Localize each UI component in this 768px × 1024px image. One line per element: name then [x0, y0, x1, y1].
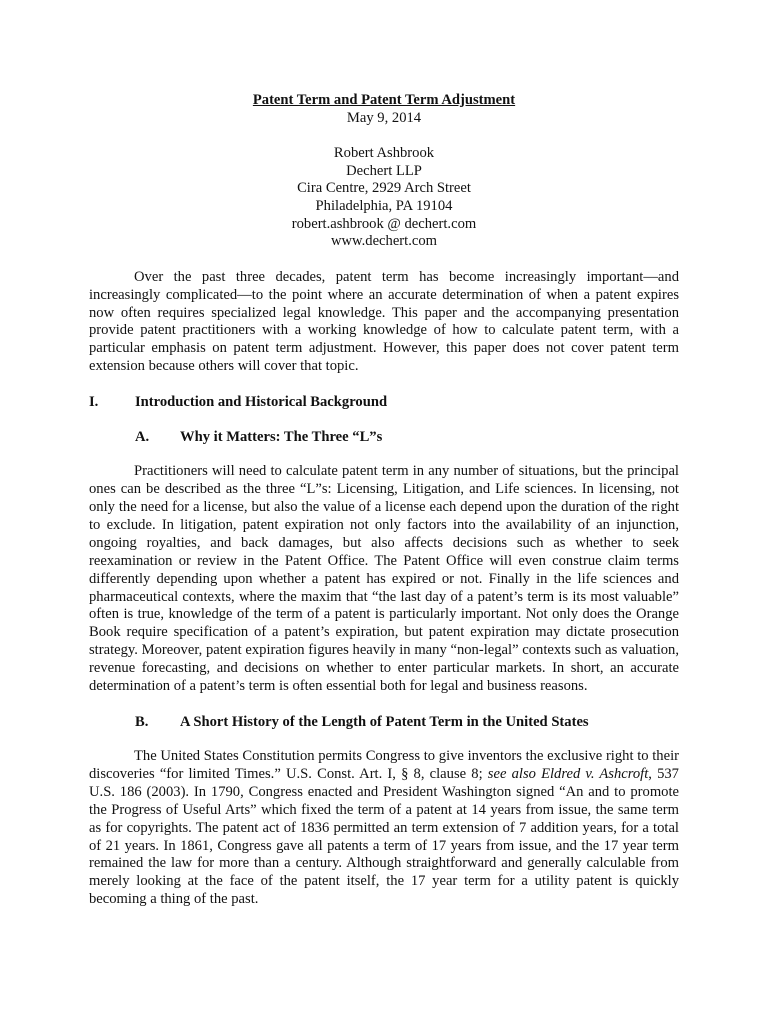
history-paragraph — [89, 748, 679, 909]
author-website: www.dechert.com — [330, 233, 438, 250]
intro-paragraph: Over the past three decades, patent term has become increasingly important—and increasingly complicated—to the point where an accurate determination of when a patent expires now often requires specialized legal knowledge. This paper and the accompanying presentation provide patent practitioners with a working knowledge of how to calculate patent term, with a particular emphasis on patent term adjustment. However, this paper does not cover patent term extension because others will cover that topic. — [89, 268, 679, 375]
subsection-number: A. — [135, 429, 150, 446]
document-date: May 9, 2014 — [346, 109, 422, 126]
document-title: Patent Term and Patent Term Adjustment — [252, 92, 516, 108]
history-text-part1: The United States Constitution permits Congress to give inventors the exclusive right to their discoveries “for limited Times.” U.S. Const. Art. I, § 8, clause 8; — [89, 747, 679, 782]
author-address-line1: Cira Centre, 2929 Arch Street — [297, 180, 471, 197]
subsection-heading-a — [89, 428, 679, 446]
section-heading-1 — [89, 393, 679, 411]
history-text-part2: , 537 U.S. 186 (2003). In 1790, Congress enacted and President Washington signed “An and to promote the Progress of Useful Arts” which fixed the term of a patent at 14 years from issue, the same term as for copyrights. The patent act of 1836 permitted an term extension of 7 addition years, for a total of 21 years. In 1861, Congress gave all patents a term of 17 years from issue, and the 17 year term remained the law for more than a century. Although straightforward and generally calculable from merely looking at the face of the patent itself, the 17 year term for a utility patent is quickly becoming a thing of the past. — [89, 765, 679, 908]
subsection-title: Why it Matters: The Three “L”s — [180, 429, 383, 446]
author-name: Robert Ashbrook — [333, 145, 435, 162]
section-title: Introduction and Historical Background — [135, 394, 388, 411]
subsection-number: B. — [135, 713, 149, 730]
subsection-title: A Short History of the Length of Patent Term in the United States — [180, 713, 589, 730]
author-email: robert.ashbrook @ dechert.com — [291, 215, 477, 232]
case-citation: see also Eldred v. Ashcroft — [487, 765, 649, 782]
author-firm: Dechert LLP — [346, 162, 422, 179]
section-number: I. — [89, 394, 99, 411]
document-page — [89, 92, 679, 909]
author-address-line2: Philadelphia, PA 19104 — [315, 197, 453, 214]
licensing-paragraph: Practitioners will need to calculate patent term in any number of situations, but the principal ones can be described as the three “L”s: Licensing, Litigation, and Life sciences. In licensing, not only the need for a license, but also the value of a license each depend upon the duration of the right to exclude. In litigation, patent expiration not only factors into the availability of an injunction, ongoing royalties, and back damages, but also affects decisions such as whether to seek reexamination or review in the Patent Office. The Patent Office will even construe claim terms differently depending upon whether a patent has expired or not. Finally in the life sciences and pharmaceutical contexts, where the maxim that “the last day of a patent’s term is its most valuable” often is true, knowledge of the term of a patent is particularly important. Not only does the Orange Book require specification of a patent’s expiration, but patent expiration may dictate prosecution strategy. Moreover, patent expiration figures heavily in many “non-legal” contexts such as valuation, revenue forecasting, and decisions on whether to enter particular markets. In short, an accurate determination of a patent’s term is often essential both for legal and business reasons. — [89, 463, 679, 695]
document-header — [89, 92, 679, 251]
subsection-heading-b — [89, 713, 679, 731]
